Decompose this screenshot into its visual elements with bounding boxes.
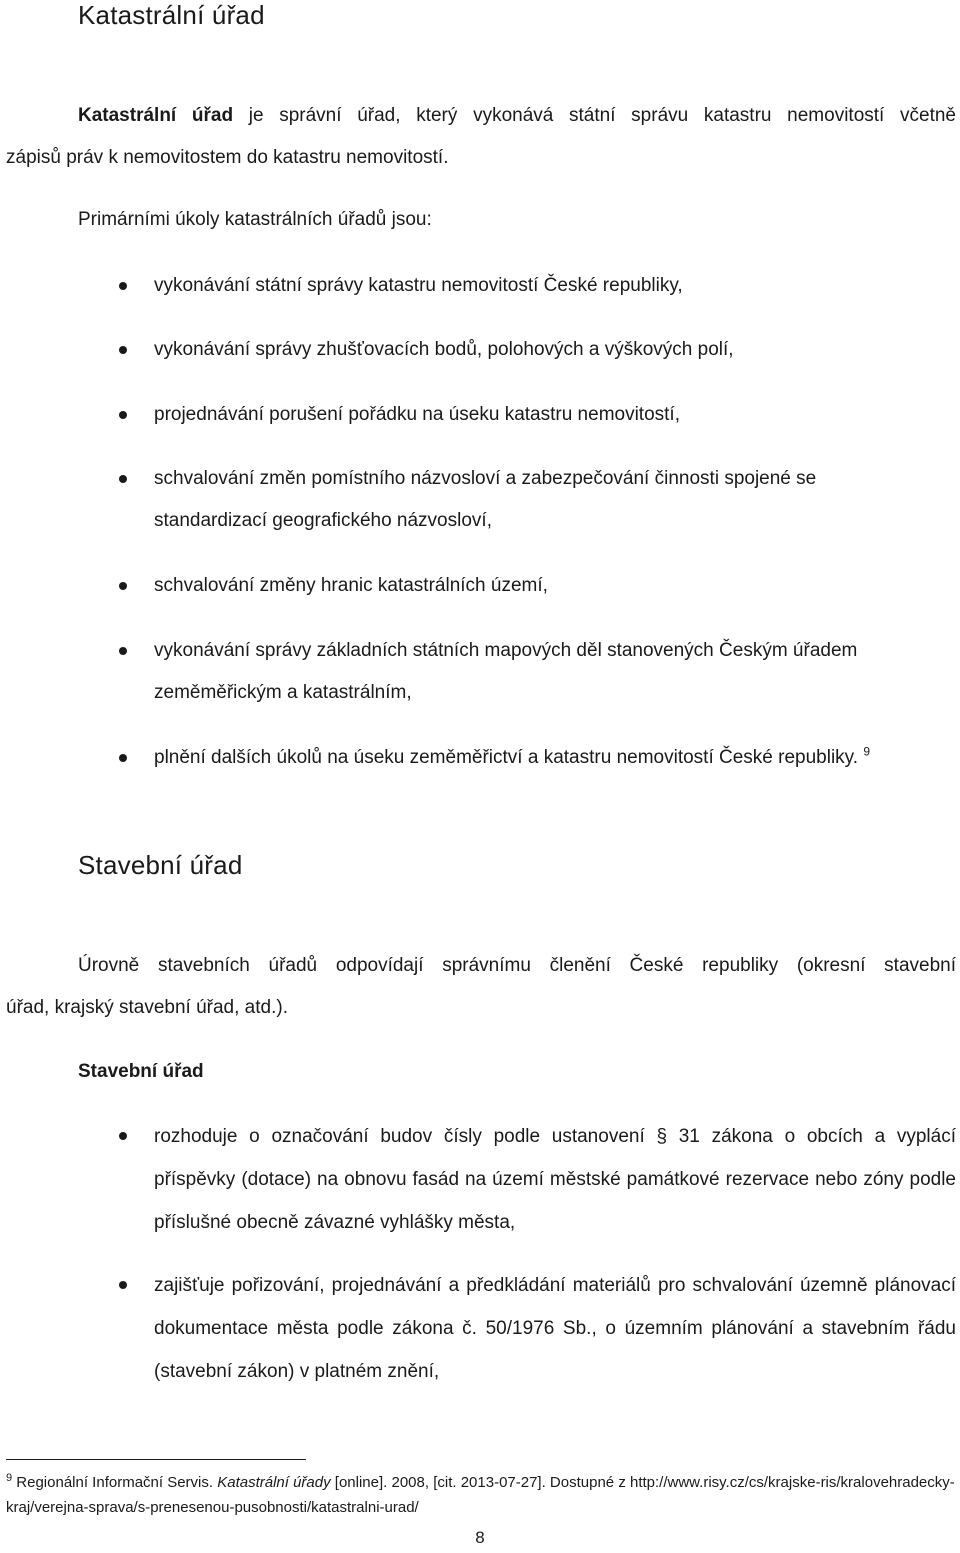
intro-line-1-rest: je správní úřad, který vykonává státní správu katastru nemovitostí včetně [233, 105, 956, 126]
section-heading-katastralni-urad: Katastrální úřad [78, 0, 265, 30]
bullet-icon [119, 1281, 127, 1289]
bullet-icon [119, 754, 127, 762]
list-item [154, 630, 944, 714]
list-item-text: projednávání porušení pořádku na úseku katastru nemovitostí, [154, 404, 680, 425]
list-item-text: zajišťuje pořizování, projednávání a předkládání materiálů pro schvalování územně plánovací dokumentace města podle zákona č. 50/1976 Sb., o územním plánování a stavebním řádu (stavební zákon) v platném znění, [154, 1275, 956, 1382]
footnote-separator [6, 1459, 306, 1460]
list-item [154, 329, 954, 371]
footnote-text-after[interactable]: [online]. 2008, [cit. 2013-07-27]. Dostupné z http://www.risy.cz/cs/krajske-ris/kralovehradecky-kraj/verejna-sprava/s-prenesenou-pusobnosti/katastralni-urad/ [6, 1474, 955, 1516]
list-item-text: vykonávání správy zhušťovacích bodů, polohových a výškových polí, [154, 339, 734, 360]
list-item-text: vykonávání správy základních státních mapových děl stanovených Českým úřadem zeměměřickým a katastrálním, [154, 640, 858, 703]
list-item [154, 265, 954, 307]
bullet-icon [119, 1132, 127, 1140]
list-item [154, 1264, 956, 1393]
intro-line-1 [6, 95, 956, 137]
list-item-text: plnění dalších úkolů na úseku zeměměřictví a katastru nemovitostí České republiky. [154, 747, 859, 768]
list-item-text: schvalování změny hranic katastrálních území, [154, 575, 548, 596]
stavebni-urad-intro [6, 945, 956, 1029]
bullet-icon [119, 411, 127, 419]
page-number: 8 [475, 1528, 485, 1547]
list-item-text: rozhoduje o označování budov čísly podle ustanovení § 31 zákona o obcích a vyplácí příspěvky (dotace) na obnovu fasád na území městské památkové rezervace nebo zóny podle příslušné obecně závazné vyhlášky města, [154, 1126, 956, 1233]
section-heading-stavebni-urad: Stavební úřad [78, 850, 243, 880]
bullet-icon [119, 346, 127, 354]
list-item [154, 458, 914, 542]
stavebni-intro-line-2: úřad, krajský stavební úřad, atd.). [6, 997, 288, 1018]
stavebni-urad-bold-label: Stavební úřad [78, 1061, 204, 1082]
list-item [154, 394, 954, 436]
tasks-intro: Primárními úkoly katastrálních úřadů jsou: [78, 209, 432, 230]
footnote-text-before: Regionální Informační Servis. [12, 1474, 218, 1491]
footnote-number: 9 [6, 1472, 13, 1484]
intro-bold-term: Katastrální úřad [78, 105, 234, 126]
bullet-icon [119, 582, 127, 590]
bullet-icon [119, 475, 127, 483]
footnote [6, 1470, 956, 1520]
bullet-icon [119, 282, 127, 290]
list-item-text: schvalování změn pomístního názvosloví a zabezpečování činnosti spojené se standardizací geografického názvosloví, [154, 468, 817, 531]
katastralni-urad-intro [6, 95, 956, 179]
list-item [154, 737, 954, 779]
intro-line-2: zápisů práv k nemovitostem do katastru nemovitostí. [6, 147, 449, 168]
footnote-reference[interactable]: 9 [863, 744, 871, 759]
footnote-title: Katastrální úřady [217, 1474, 331, 1491]
list-item [154, 565, 954, 607]
list-item [154, 1115, 956, 1244]
bullet-icon [119, 647, 127, 655]
list-item-text: vykonávání státní správy katastru nemovitostí České republiky, [154, 275, 683, 296]
stavebni-intro-line-1: Úrovně stavebních úřadů odpovídají správnímu členění České republiky (okresní stavební [78, 955, 956, 976]
